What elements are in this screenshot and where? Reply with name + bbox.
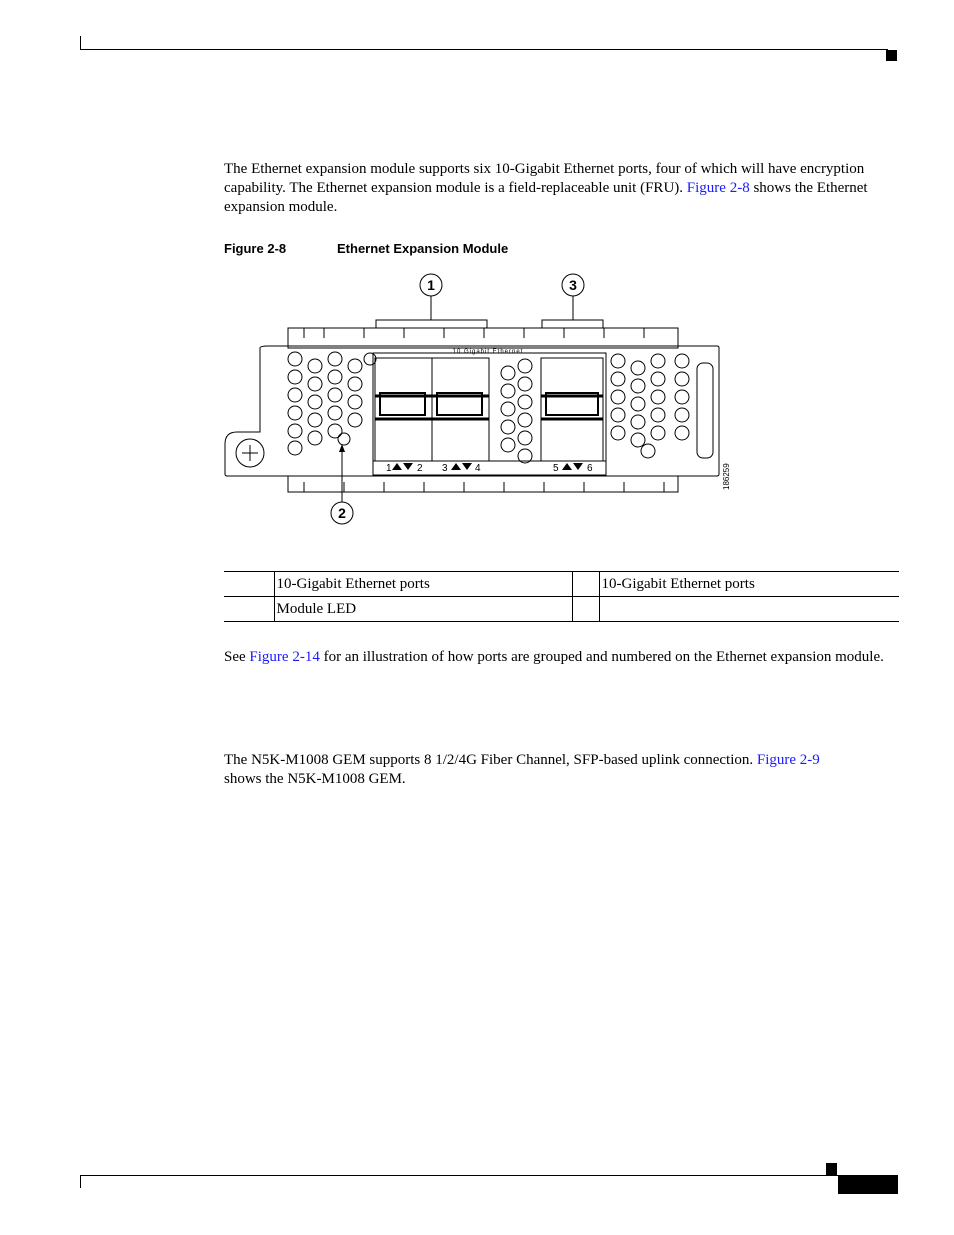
figure-title: Ethernet Expansion Module	[337, 241, 509, 256]
callout-num	[572, 572, 599, 597]
callout-3-label: 3	[569, 277, 577, 293]
gem-text: The N5K-M1008 GEM supports 8 1/2/4G Fiber Channel, SFP-based uplink connection.	[224, 752, 757, 768]
callout-num	[224, 597, 274, 622]
figure-number: Figure 2-8	[224, 241, 287, 256]
intro-text: The Ethernet expansion module supports six 10-Gigabit Ethernet ports, four of which will have encryption capability. The Ethernet expansion module is a field-replaceable unit (FRU).	[224, 161, 865, 196]
footer-tick	[80, 1175, 81, 1188]
callout-description: 10-Gigabit Ethernet ports	[274, 572, 572, 597]
port-label-6: 6	[587, 463, 593, 474]
header-tick	[80, 36, 81, 50]
figure-2-9-link[interactable]: Figure 2-9	[756, 752, 820, 768]
port-label-3: 3	[442, 463, 448, 474]
gem-text-line-2: shows the N5K-M1008 GEM.	[224, 771, 406, 787]
gem-paragraph	[224, 751, 894, 789]
see-paragraph	[224, 648, 894, 667]
port-label-2: 2	[417, 463, 423, 474]
callout-description: 10-Gigabit Ethernet ports	[599, 572, 899, 597]
port-label-1: 1	[386, 463, 392, 474]
figure-2-8-link[interactable]: Figure 2-8	[686, 180, 750, 196]
callout-num	[572, 597, 599, 622]
intro-paragraph	[224, 160, 894, 217]
port-label-4: 4	[475, 463, 481, 474]
page-number-tab	[838, 1176, 898, 1194]
art-id: 186259	[722, 463, 731, 490]
port-label-5: 5	[553, 463, 559, 474]
see-text: See	[224, 649, 250, 665]
header-corner-mark	[886, 50, 897, 61]
ethernet-expansion-module-figure	[220, 268, 740, 530]
see-text-end: for an illustration of how ports are grouped and numbered on the Ethernet expansion module.	[319, 649, 884, 665]
callout-description	[599, 597, 899, 622]
callout-2-label: 2	[338, 505, 346, 521]
module-led	[338, 433, 350, 445]
module-silkscreen-label: 10 Gigabit Ethernet	[452, 349, 524, 355]
header-rule	[80, 49, 888, 50]
table-row	[224, 597, 899, 622]
callout-table	[224, 571, 899, 622]
callout-description: Module LED	[274, 597, 572, 622]
intro-text-end: shows the Ethernet expansion module.	[224, 180, 868, 215]
callout-num	[224, 572, 274, 597]
footer-rule	[80, 1175, 898, 1176]
figure-2-14-link[interactable]: Figure 2-14	[249, 649, 320, 665]
footer-corner-mark	[826, 1163, 837, 1175]
table-row	[224, 572, 899, 597]
callout-1-label: 1	[427, 277, 435, 293]
